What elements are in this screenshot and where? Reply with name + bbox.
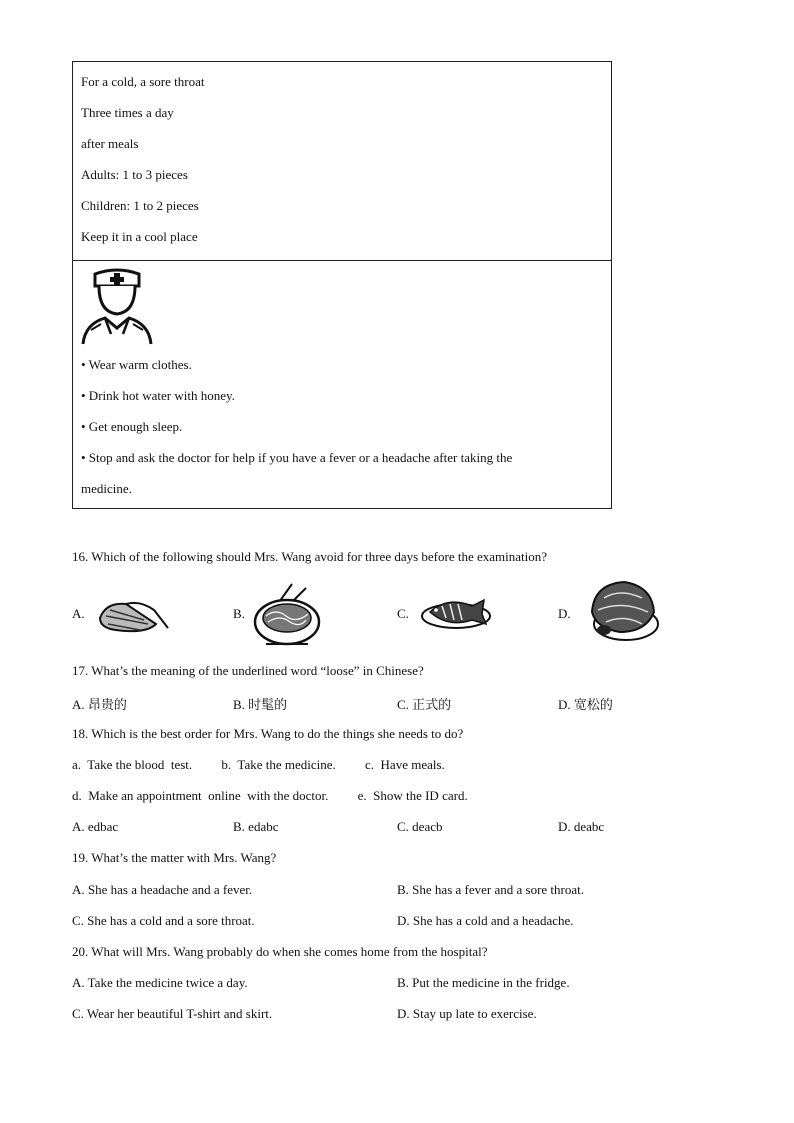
option-d[interactable]: D. deabc <box>558 819 605 834</box>
tip-line: • Stop and ask the doctor for help if you have a fever or a headache after taking the <box>81 450 513 465</box>
option-letter[interactable]: C. <box>397 606 409 621</box>
nurse-icon <box>81 268 153 346</box>
cabbage-icon <box>584 578 662 644</box>
option-d[interactable]: D. 宽松的 <box>558 697 613 712</box>
instructions-section <box>73 62 611 261</box>
option-b[interactable]: B. 时髦的 <box>233 697 288 712</box>
option-c[interactable]: C. deacb <box>397 819 443 834</box>
option-a[interactable]: A. She has a headache and a fever. <box>72 882 253 897</box>
tip-line: • Wear warm clothes. <box>81 357 192 372</box>
option-a[interactable]: A. 昂贵的 <box>72 697 127 712</box>
question-16: 16. Which of the following should Mrs. Wang avoid for three days before the examination? <box>72 549 548 564</box>
option-a[interactable]: A. edbac <box>72 819 119 834</box>
instruction-line: after meals <box>81 136 139 151</box>
fish-icon <box>418 592 492 632</box>
option-letter[interactable]: D. <box>558 606 571 621</box>
option-letter[interactable]: A. <box>72 606 85 621</box>
question-20: 20. What will Mrs. Wang probably do when she comes home from the hospital? <box>72 944 488 959</box>
tip-line: • Drink hot water with honey. <box>81 388 235 403</box>
tip-line: medicine. <box>81 481 132 496</box>
option-b[interactable]: B. She has a fever and a sore throat. <box>397 882 584 897</box>
question-17: 17. What’s the meaning of the underlined word “loose” in Chinese? <box>72 663 424 678</box>
question-18: 18. Which is the best order for Mrs. Wang to do the things she needs to do? <box>72 726 464 741</box>
instruction-line: Adults: 1 to 3 pieces <box>81 167 188 182</box>
corn-icon <box>96 594 172 636</box>
noodles-icon <box>252 582 322 648</box>
instruction-line: Children: 1 to 2 pieces <box>81 198 199 213</box>
option-c[interactable]: C. She has a cold and a sore throat. <box>72 913 255 928</box>
option-d[interactable]: D. She has a cold and a headache. <box>397 913 574 928</box>
medicine-instructions-box <box>72 61 612 509</box>
instruction-line: Three times a day <box>81 105 174 120</box>
option-a[interactable]: A. Take the medicine twice a day. <box>72 975 248 990</box>
option-d[interactable]: D. Stay up late to exercise. <box>397 1006 537 1021</box>
option-c[interactable]: C. 正式的 <box>397 697 452 712</box>
question-19: 19. What’s the matter with Mrs. Wang? <box>72 850 277 865</box>
instruction-line: Keep it in a cool place <box>81 229 198 244</box>
question-18-steps: d. Make an appointment online with the doctor. e. Show the ID card. <box>72 788 468 803</box>
question-18-steps: a. Take the blood test. b. Take the medicine. c. Have meals. <box>72 757 445 772</box>
option-b[interactable]: B. edabc <box>233 819 279 834</box>
instruction-line: For a cold, a sore throat <box>81 74 205 89</box>
option-letter[interactable]: B. <box>233 606 245 621</box>
option-c[interactable]: C. Wear her beautiful T-shirt and skirt. <box>72 1006 273 1021</box>
tip-line: • Get enough sleep. <box>81 419 183 434</box>
option-b[interactable]: B. Put the medicine in the fridge. <box>397 975 570 990</box>
